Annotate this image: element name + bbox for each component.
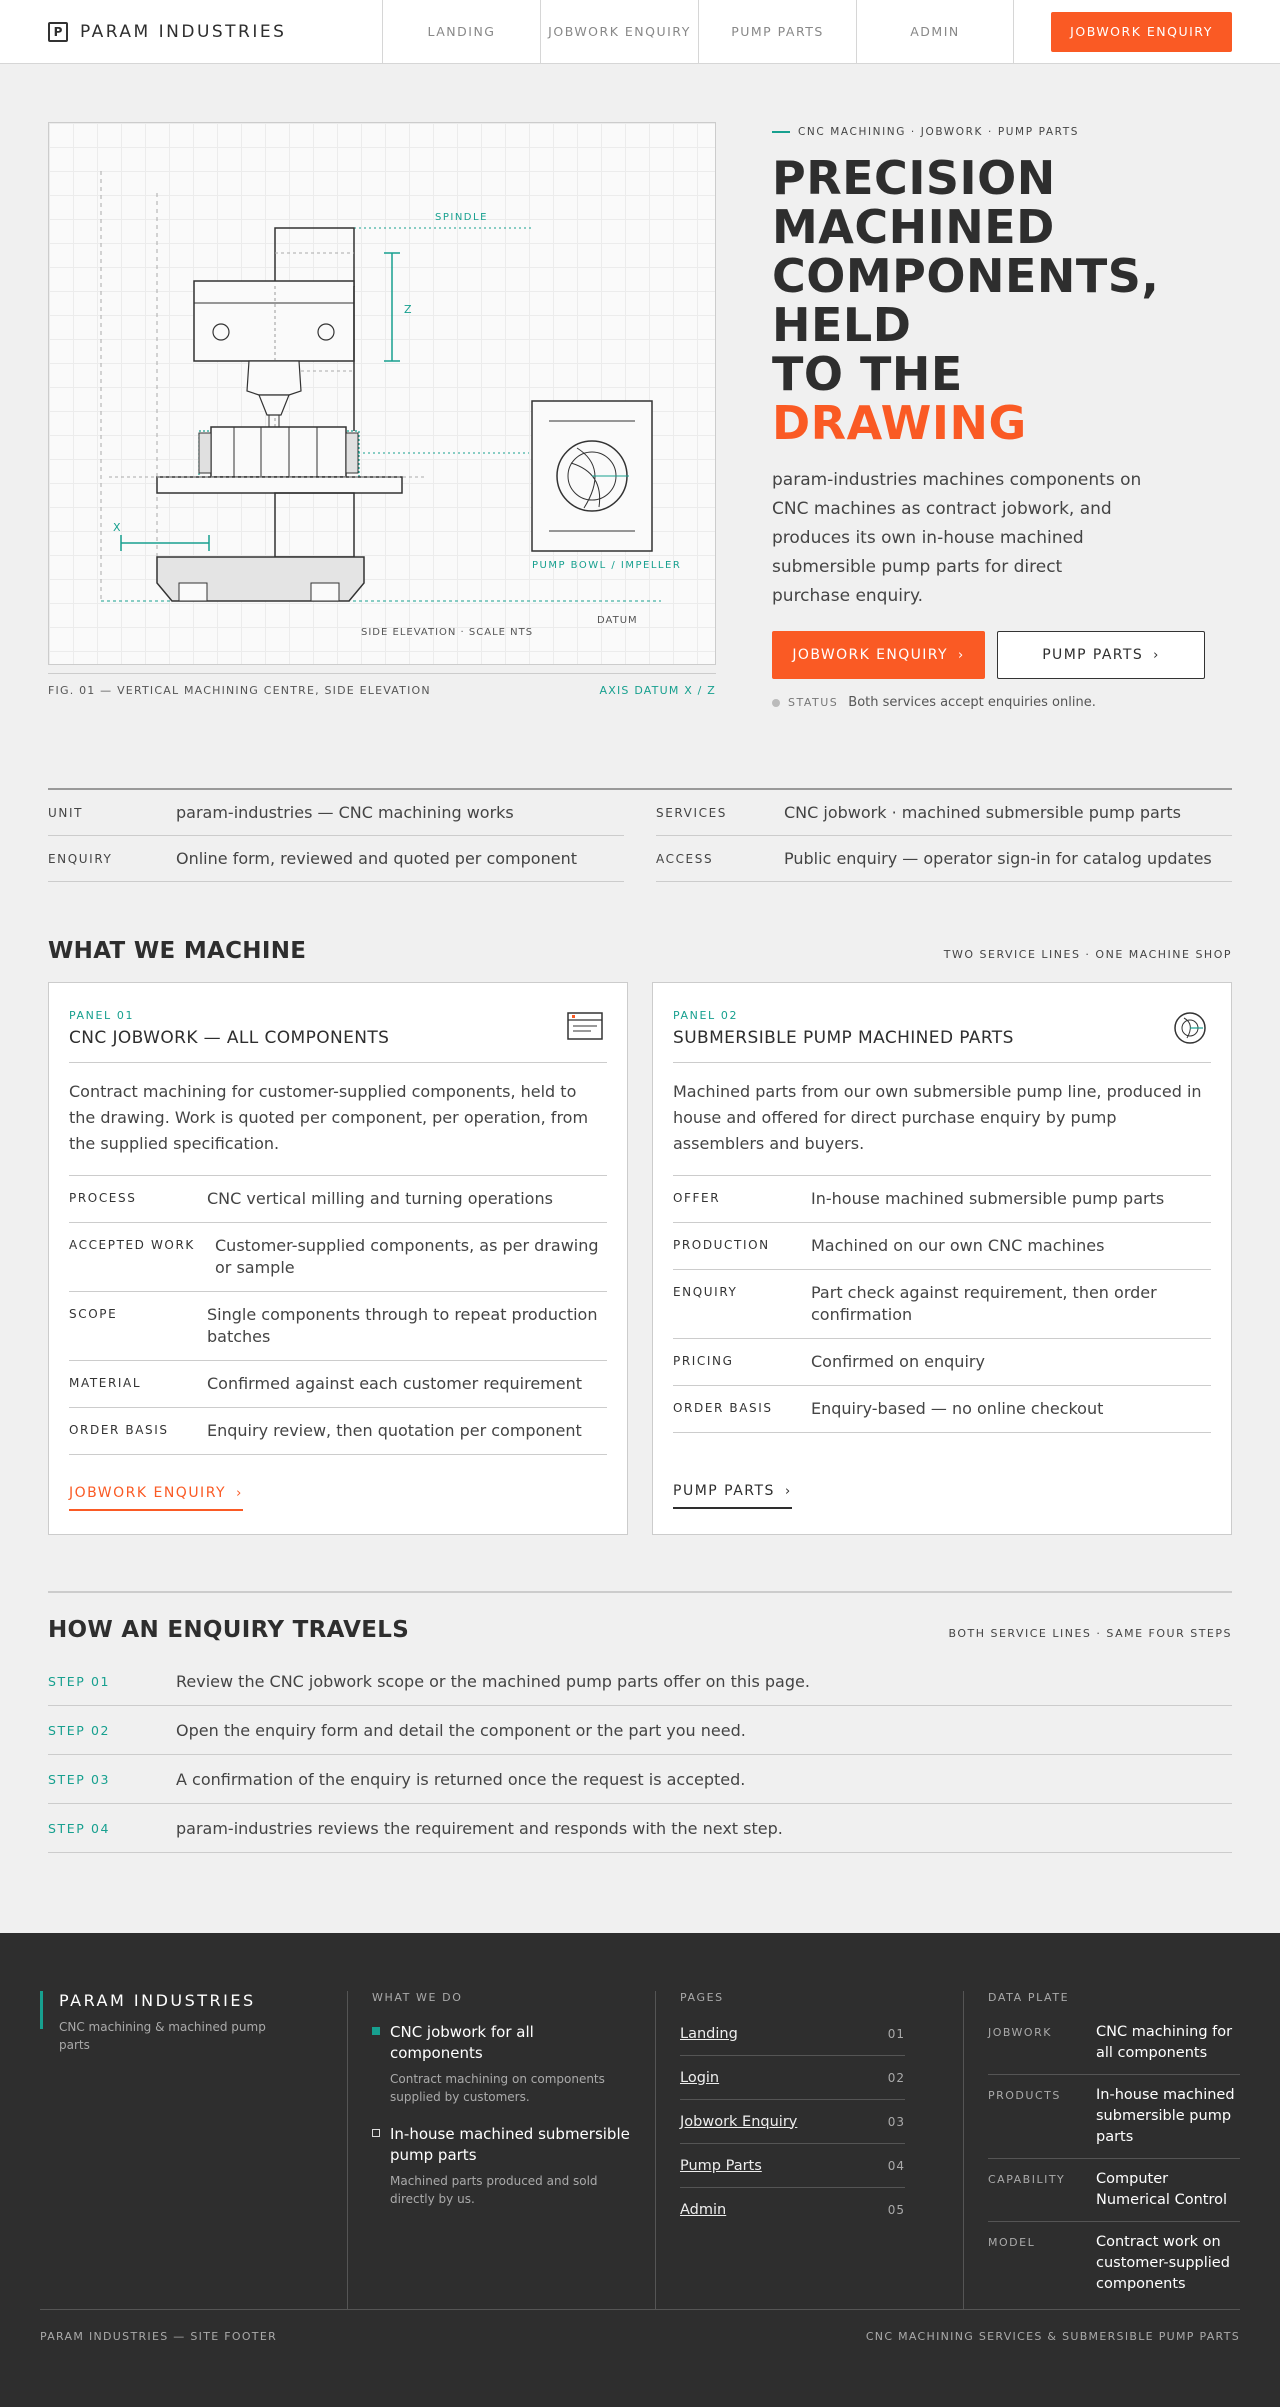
- footer-pages-col: [656, 1991, 964, 2309]
- spec-row: [656, 836, 1232, 882]
- panel-link-label: JOBWORK ENQUIRY: [69, 1485, 227, 1501]
- panel-table: [69, 1175, 607, 1455]
- footer-data-plate: [964, 1991, 1240, 2309]
- footer-what-item-body: [390, 2022, 631, 2106]
- panel-row-key: ENQUIRY: [673, 1285, 738, 1299]
- footer-data-value: Computer Numerical Control: [1096, 2171, 1227, 2208]
- hero-jobwork-enquiry-label: JOBWORK ENQUIRY: [792, 647, 948, 663]
- footer-what-item-desc: Contract machining on components supplied by customers.: [390, 2072, 605, 2104]
- vise-jaw-left: [199, 433, 211, 473]
- footer-page-row: [680, 2188, 905, 2232]
- nav-cta-wrap: [1014, 0, 1280, 63]
- step-text: param-industries reviews the requirement and responds with the next step.: [176, 1818, 783, 1838]
- footer-page-number: 01: [887, 2026, 905, 2041]
- elevation-label: SIDE ELEVATION · SCALE NTS: [361, 627, 534, 638]
- chevron-right-icon: ›: [1153, 647, 1160, 663]
- footer-link-jobwork-enquiry[interactable]: Jobwork Enquiry: [680, 2113, 798, 2130]
- footer-link-login[interactable]: Login: [680, 2069, 720, 2086]
- panel-row: [69, 1176, 607, 1223]
- eyebrow-text: CNC MACHINING · JOBWORK · PUMP PARTS: [798, 126, 1080, 138]
- footer-brand: [40, 1991, 348, 2052]
- spindle-nose: [247, 361, 301, 395]
- machine-section-meta: TWO SERVICE LINES · ONE MACHINE SHOP: [943, 948, 1232, 961]
- panel-description: Machined parts from our own submersible pump line, produced in house and offered for direct purchase enquiry by pump assemblers and buyers.: [673, 1062, 1211, 1157]
- panel-title: SUBMERSIBLE PUMP MACHINED PARTS: [673, 1028, 1014, 1048]
- machine-section-title: WHAT WE MACHINE: [48, 938, 307, 964]
- footer-data-value: In-house machined submersible pump parts: [1096, 2087, 1235, 2145]
- spec-value: Online form, reviewed and quoted per component: [176, 849, 577, 868]
- footer-data-row: [988, 2222, 1240, 2305]
- hero-title-line-2: MACHINED: [772, 200, 1055, 254]
- footer-what-item-desc: Machined parts produced and sold directly by us.: [390, 2174, 598, 2206]
- footer-data-row: [988, 2159, 1240, 2222]
- footer-link-admin[interactable]: Admin: [680, 2202, 727, 2218]
- footer-data-head: DATA PLATE: [988, 1991, 1070, 2004]
- vise-body: [211, 427, 346, 477]
- step-number: STEP 04: [48, 1820, 111, 1836]
- steps-list: [48, 1657, 1232, 1853]
- footer-link-landing[interactable]: Landing: [680, 2025, 738, 2042]
- step-number: STEP 01: [48, 1673, 111, 1689]
- spec-key: SERVICES: [656, 805, 728, 820]
- footer-brand-col: [40, 1991, 348, 2309]
- step-text: Open the enquiry form and detail the component or the part you need.: [176, 1720, 746, 1740]
- hero-text: [772, 122, 1232, 710]
- hero: [0, 64, 1280, 710]
- panel-title: CNC JOBWORK — ALL COMPONENTS: [69, 1028, 390, 1048]
- panel-row-key: OFFER: [673, 1191, 721, 1205]
- hero-title: [772, 151, 1232, 450]
- brand-logo-icon: P: [48, 22, 68, 42]
- hero-eyebrow: [772, 126, 1232, 138]
- enquiry-steps: [48, 1591, 1232, 1853]
- panel-description: Contract machining for customer-supplied components, held to the drawing. Work is quoted per component, per operation, from the supplied specification.: [69, 1062, 607, 1157]
- footer-data-row: [988, 2012, 1240, 2075]
- panel-row-key: PROCESS: [69, 1191, 137, 1205]
- nav-link-landing[interactable]: LANDING: [382, 0, 540, 63]
- column-top: [275, 228, 354, 286]
- panel-row-value: Enquiry-based — no online checkout: [811, 1399, 1104, 1418]
- spec-key: ENQUIRY: [48, 851, 113, 866]
- panel-row-key: PRODUCTION: [673, 1238, 770, 1252]
- footer-page-row: [680, 2100, 905, 2144]
- panel-row-value: Part check against requirement, then order confirmation: [811, 1283, 1157, 1324]
- panel-row-key: MATERIAL: [69, 1376, 142, 1390]
- x-label: X: [113, 521, 121, 534]
- panel-row-key: PRICING: [673, 1354, 734, 1368]
- panel-row: [673, 1223, 1211, 1270]
- base-column: [275, 493, 354, 557]
- steps-head: [48, 1617, 1232, 1643]
- figure-caption: [48, 673, 716, 697]
- brand[interactable]: [0, 0, 382, 63]
- nav-links: [382, 0, 1014, 63]
- hero-pump-parts-label: PUMP PARTS: [1042, 647, 1144, 663]
- footer-data-key: JOBWORK: [988, 2026, 1052, 2039]
- status-line: [772, 695, 1232, 710]
- eyebrow-dash: [772, 131, 790, 133]
- hollow-square-icon: [372, 2129, 380, 2137]
- step-row: [48, 1706, 1232, 1755]
- footer-page-number: 04: [887, 2158, 905, 2173]
- hero-figure: [48, 122, 716, 710]
- panel-row: [673, 1270, 1211, 1339]
- spec-row: [48, 790, 624, 836]
- step-row: [48, 1755, 1232, 1804]
- panel-number: PANEL 02: [673, 1009, 739, 1022]
- hero-title-line-1: PRECISION: [772, 151, 1056, 205]
- footer-data-value: CNC machining for all components: [1096, 2024, 1233, 2061]
- status-dot-icon: [772, 699, 780, 707]
- footer-bottom: [40, 2309, 1240, 2343]
- z-label: Z: [404, 303, 412, 316]
- spindle-label: SPINDLE: [435, 212, 488, 223]
- spec-value: param-industries — CNC machining works: [176, 803, 514, 822]
- nav-link-admin[interactable]: ADMIN: [856, 0, 1014, 63]
- footer-what-col: [348, 1991, 656, 2309]
- footer-page-number: 02: [887, 2070, 905, 2085]
- step-row: [48, 1804, 1232, 1853]
- panel-pump-parts-link[interactable]: [673, 1483, 792, 1509]
- vise-jaw-right: [346, 433, 358, 473]
- steps-title: HOW AN ENQUIRY TRAVELS: [48, 1617, 410, 1643]
- footer-page-row: [680, 2056, 905, 2100]
- spec-col-right: [656, 790, 1232, 882]
- spindle-head: [194, 281, 354, 361]
- step-number: STEP 03: [48, 1771, 111, 1787]
- footer-pages-head: PAGES: [680, 1991, 724, 2004]
- footer-brand-name: PARAM INDUSTRIES: [59, 1991, 256, 2010]
- panel-row-value: Enquiry review, then quotation per component: [207, 1421, 582, 1440]
- hero-title-line-3: COMPONENTS,: [772, 249, 1160, 303]
- footer-what-item: [372, 2022, 631, 2106]
- footer-brand-sub: CNC machining & machined pump parts: [59, 2020, 266, 2052]
- filled-square-icon: [372, 2027, 380, 2035]
- footer-what-head: WHAT WE DO: [372, 1991, 463, 2004]
- spec-row: [48, 836, 624, 882]
- panel-row-value: Customer-supplied components, as per drawing or sample: [215, 1236, 599, 1277]
- chevron-right-icon: ›: [784, 1483, 792, 1499]
- panel-row-value: Confirmed against each customer requirement: [207, 1374, 583, 1393]
- footer-page-number: 05: [887, 2203, 905, 2217]
- panel-row: [673, 1386, 1211, 1433]
- panel-row-value: Machined on our own CNC machines: [811, 1236, 1105, 1255]
- hero-title-accent: DRAWING: [772, 396, 1027, 450]
- spec-value: CNC jobwork · machined submersible pump parts: [784, 803, 1181, 822]
- spec-value: Public enquiry — operator sign-in for catalog updates: [784, 849, 1212, 868]
- spec-row: [656, 790, 1232, 836]
- panel-table: [673, 1175, 1211, 1433]
- footer-what-item-body: [390, 2124, 631, 2208]
- footer-what-item: [372, 2124, 631, 2208]
- footer-data-key: PRODUCTS: [988, 2089, 1061, 2102]
- status-label: STATUS: [788, 696, 839, 709]
- pump-label: PUMP BOWL / IMPELLER: [532, 560, 682, 571]
- panel-cnc-jobwork: [48, 982, 628, 1535]
- footer-data-row: [988, 2075, 1240, 2159]
- panel-row: [69, 1408, 607, 1455]
- panel-row-key: ORDER BASIS: [69, 1423, 169, 1437]
- hero-jobwork-enquiry-button[interactable]: [772, 631, 985, 679]
- drawing-sheet-icon: [567, 1011, 603, 1041]
- top-nav: [0, 0, 1280, 64]
- machine-table: [157, 477, 402, 493]
- hero-description: param-industries machines components on CNC machines as contract jobwork, and produces its own in-house machined submersible pump parts for direct purchase enquiry.: [772, 470, 1142, 606]
- footer-what-item-title: CNC jobwork for all components: [390, 2023, 534, 2062]
- panel-row-value: Confirmed on enquiry: [811, 1352, 985, 1371]
- panel-row-value: CNC vertical milling and turning operations: [207, 1189, 553, 1208]
- panel-row-key: ACCEPTED WORK: [69, 1238, 195, 1252]
- footer-what-item-title: In-house machined submersible pump parts: [390, 2125, 630, 2164]
- hero-title-line-5: TO THE: [772, 347, 963, 401]
- vmc-elevation-drawing: [49, 123, 717, 666]
- impeller-icon: [1173, 1011, 1207, 1045]
- footer-page-number: 03: [887, 2114, 905, 2129]
- panel-row: [673, 1339, 1211, 1386]
- hero-pump-parts-button[interactable]: [997, 631, 1205, 679]
- panel-pump-parts: [652, 982, 1232, 1535]
- panel-row-value: In-house machined submersible pump parts: [811, 1189, 1165, 1208]
- footer-bottom-right: CNC MACHINING SERVICES & SUBMERSIBLE PUMP PARTS: [865, 2330, 1240, 2343]
- hero-buttons: [772, 631, 1232, 679]
- spec-key: UNIT: [48, 805, 84, 820]
- step-row: [48, 1657, 1232, 1706]
- chevron-right-icon: ›: [236, 1485, 243, 1501]
- figure-caption-right: AXIS DATUM X / Z: [599, 684, 716, 697]
- figure-caption-left: FIG. 01 — VERTICAL MACHINING CENTRE, SIDE ELEVATION: [48, 684, 431, 697]
- panel-jobwork-enquiry-link[interactable]: [69, 1485, 243, 1511]
- panel-row: [69, 1223, 607, 1292]
- footer-bottom-left: PARAM INDUSTRIES — SITE FOOTER: [40, 2330, 278, 2343]
- footer-columns: [40, 1991, 1240, 2309]
- datum-label: DATUM: [597, 615, 638, 626]
- service-panels: [48, 982, 1232, 1535]
- footer-data-key: MODEL: [988, 2236, 1036, 2249]
- machine-drawing: [48, 122, 716, 665]
- nav-link-jobwork-enquiry[interactable]: JOBWORK ENQUIRY: [540, 0, 698, 63]
- footer-data-value: Contract work on customer-supplied components: [1096, 2234, 1230, 2292]
- panel-row: [69, 1361, 607, 1408]
- footer-data-key: CAPABILITY: [988, 2173, 1066, 2186]
- step-text: A confirmation of the enquiry is returned once the request is accepted.: [176, 1769, 746, 1789]
- chevron-right-icon: ›: [957, 647, 965, 663]
- panel-row: [69, 1292, 607, 1361]
- panel-link-label: PUMP PARTS: [673, 1483, 775, 1499]
- steps-meta: BOTH SERVICE LINES · SAME FOUR STEPS: [948, 1627, 1232, 1640]
- tool: [269, 415, 279, 427]
- footer-link-pump-parts[interactable]: Pump Parts: [680, 2157, 762, 2174]
- step-text: Review the CNC jobwork scope or the machined pump parts offer on this page.: [176, 1671, 810, 1691]
- spec-key: ACCESS: [656, 851, 714, 866]
- hero-title-line-4: HELD: [772, 298, 912, 352]
- panel-row-key: SCOPE: [69, 1307, 118, 1321]
- panel-number: PANEL 01: [69, 1009, 135, 1022]
- site-footer: [0, 1933, 1280, 2407]
- brand-name: PARAM INDUSTRIES: [80, 21, 287, 42]
- status-text: Both services accept enquiries online.: [848, 695, 1096, 710]
- nav-link-pump-parts[interactable]: PUMP PARTS: [698, 0, 856, 63]
- panel-row-value: Single components through to repeat production batches: [207, 1305, 598, 1346]
- step-number: STEP 02: [48, 1722, 111, 1738]
- nav-jobwork-enquiry-button[interactable]: JOBWORK ENQUIRY: [1051, 12, 1232, 52]
- panel-row: [673, 1176, 1211, 1223]
- spec-col-left: [48, 790, 624, 882]
- base-foot-right: [311, 583, 339, 601]
- spindle-taper: [259, 395, 289, 415]
- spec-table: [48, 788, 1232, 882]
- panel-row-key: ORDER BASIS: [673, 1401, 773, 1415]
- footer-page-row: [680, 2012, 905, 2056]
- footer-page-row: [680, 2144, 905, 2188]
- machine-section-head: [48, 938, 1232, 964]
- base-foot-left: [179, 583, 207, 601]
